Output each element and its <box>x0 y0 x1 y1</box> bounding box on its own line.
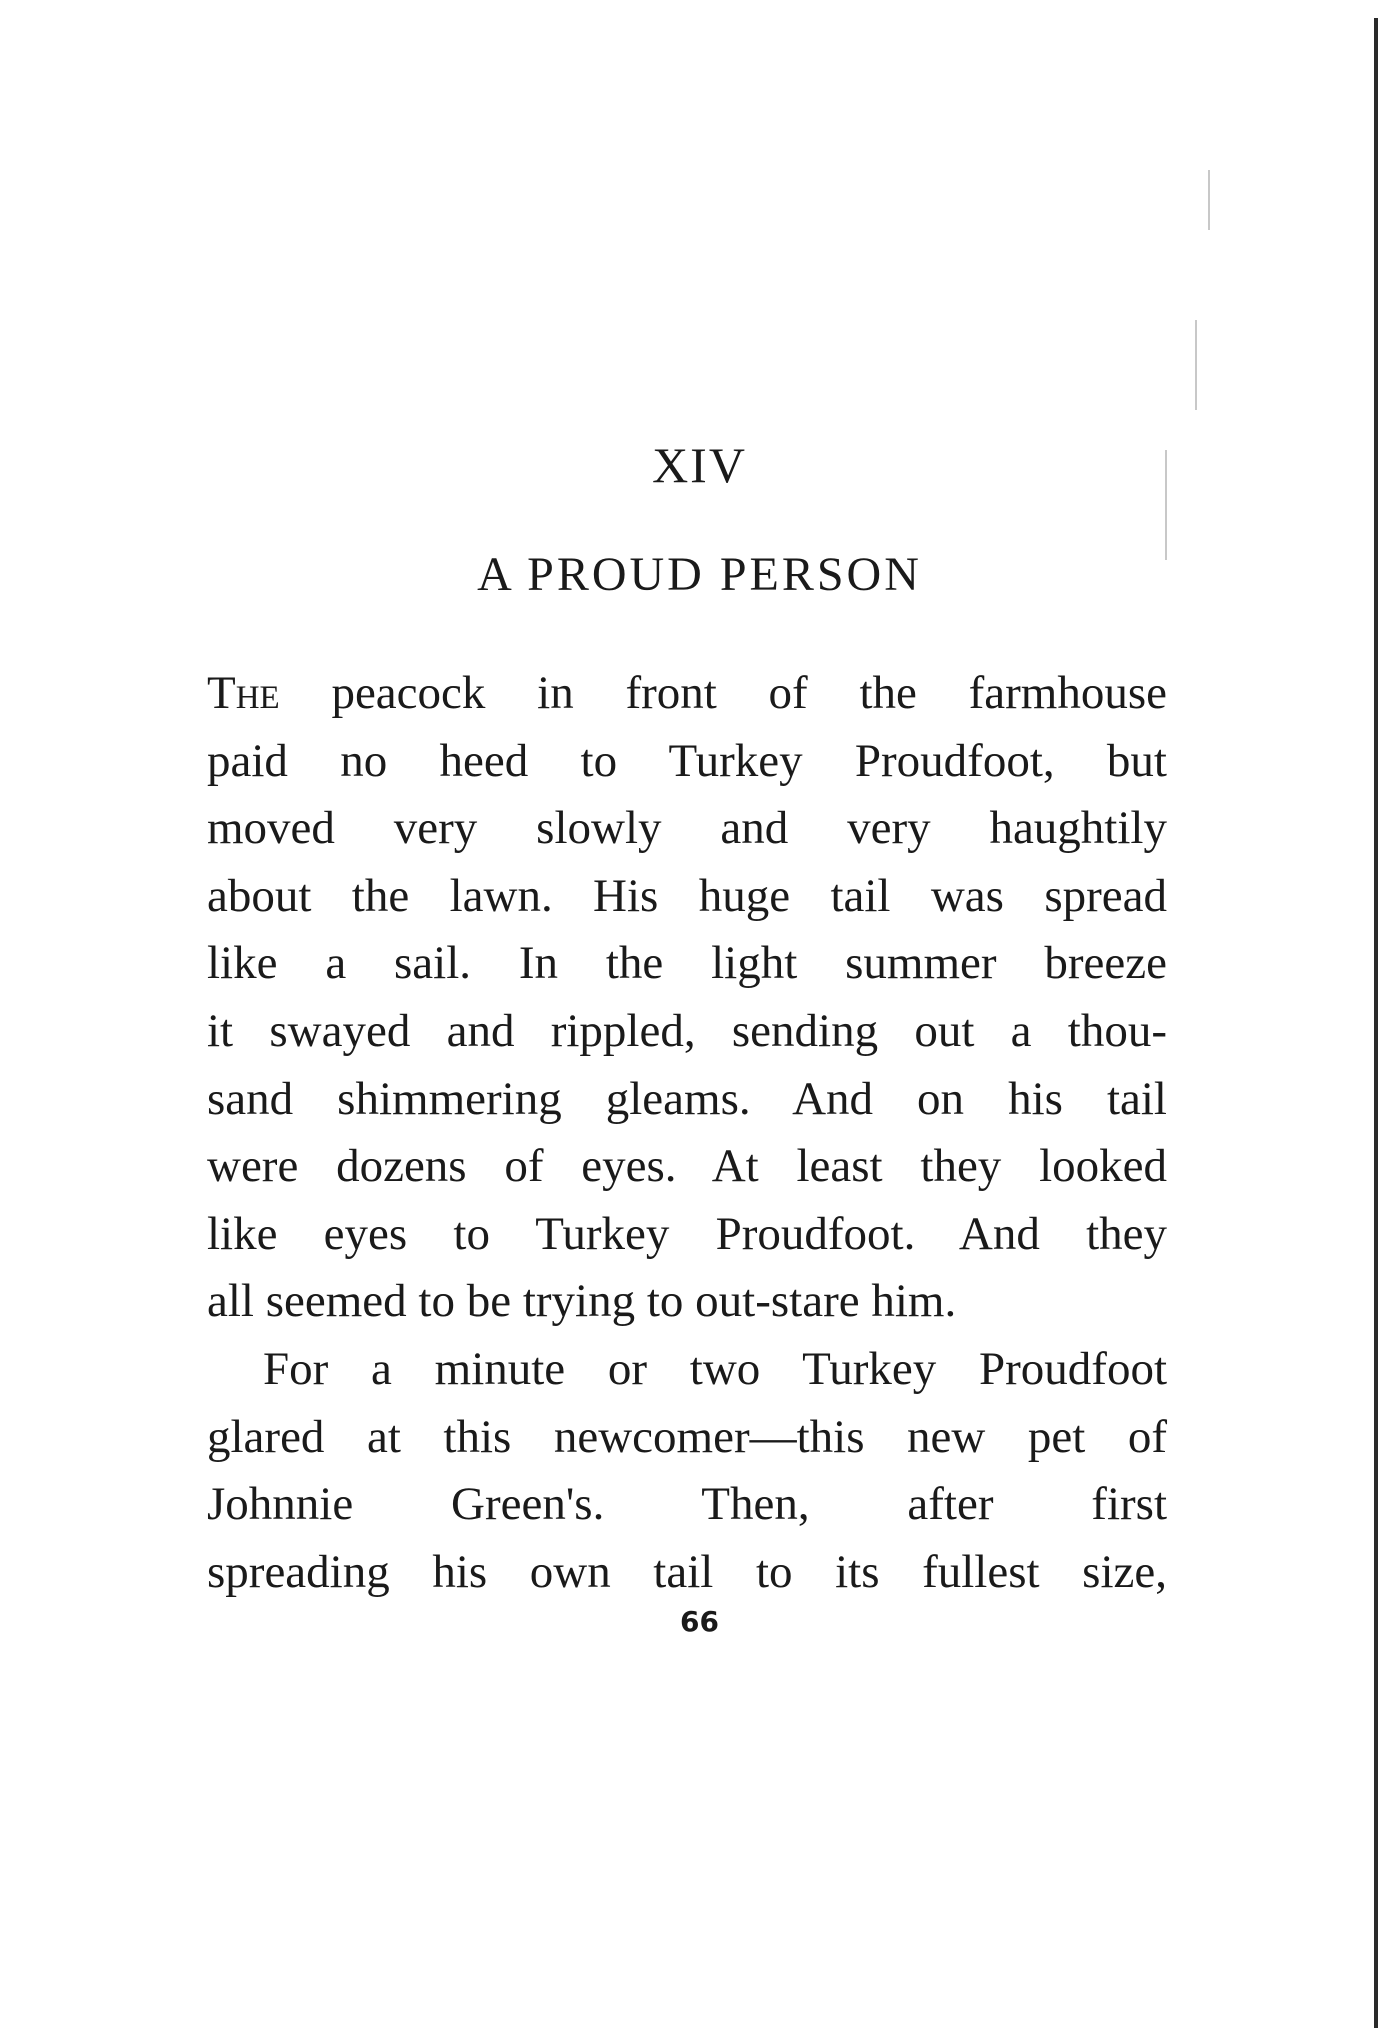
text-line: Johnnie Green's. Then, after first <box>207 1478 1167 1531</box>
chapter-title: A PROUD PERSON <box>477 548 922 601</box>
text-line: spreading his own tail to its fullest size, <box>207 1545 1167 1598</box>
scan-mark <box>1208 170 1210 230</box>
text-line: all seemed to be trying to out-stare him. <box>207 1275 957 1328</box>
scan-mark <box>1165 450 1167 560</box>
text-line: glared at this newcomer—this new pet of <box>207 1410 1167 1463</box>
text-line: For a minute or two Turkey Proudfoot <box>263 1342 1167 1395</box>
text-line: sand shimmering gleams. And on his tail <box>207 1072 1167 1125</box>
text-line <box>207 660 1167 728</box>
text-line: about the lawn. His huge tail was spread <box>207 869 1167 922</box>
text-line: it swayed and rippled, sending out a thou- <box>207 1004 1167 1057</box>
text-line: like eyes to Turkey Proudfoot. And they <box>207 1207 1167 1260</box>
text-line: like a sail. In the light summer breeze <box>207 937 1167 990</box>
drop-word: The <box>207 667 280 719</box>
page-number: 66 <box>680 1605 719 1638</box>
body-text <box>207 660 1167 1606</box>
page-edge-rule <box>1374 18 1378 2028</box>
scan-mark <box>1195 320 1197 410</box>
text-line: paid no heed to Turkey Proudfoot, but <box>207 734 1167 787</box>
text-line: were dozens of eyes. At least they looked <box>207 1140 1167 1193</box>
text-line: moved very slowly and very haughtily <box>207 802 1167 855</box>
chapter-number: XIV <box>652 437 747 493</box>
line-text: peacock in front of the farmhouse <box>279 667 1167 719</box>
